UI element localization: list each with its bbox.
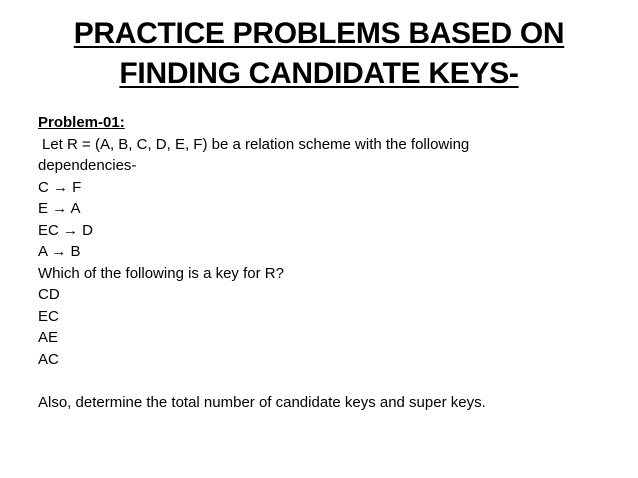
- title-line-2: FINDING CANDIDATE KEYS-: [119, 57, 519, 90]
- dependency-item: EC → D: [38, 221, 94, 239]
- slide-title: [0, 14, 638, 94]
- problem-label: Problem-01:: [38, 114, 125, 131]
- spacer: [38, 370, 618, 392]
- slide-body: [38, 112, 618, 413]
- problem-statement-line-2: dependencies-: [38, 157, 137, 174]
- question-text: Which of the following is a key for R?: [38, 264, 284, 282]
- option-item: CD: [38, 286, 60, 303]
- problem-statement-line-1: Let R = (A, B, C, D, E, F) be a relation scheme with the following: [42, 135, 470, 153]
- dependency-item: C → F: [38, 178, 82, 196]
- dependency-item: E → A: [38, 200, 81, 217]
- option-item: AC: [38, 350, 59, 368]
- title-line-1: PRACTICE PROBLEMS BASED ON: [73, 17, 565, 50]
- option-item: AE: [38, 329, 59, 346]
- followup-text: Also, determine the total number of candidate keys and super keys.: [38, 393, 486, 411]
- option-item: EC: [38, 307, 59, 325]
- dependency-item: A → B: [38, 243, 81, 260]
